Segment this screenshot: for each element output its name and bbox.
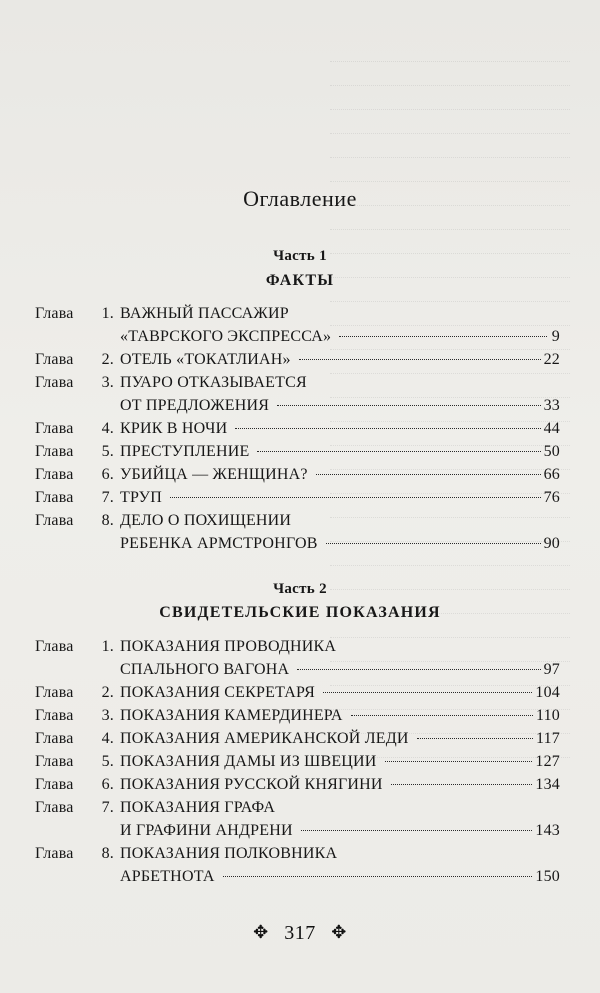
toc-entry-main-line bbox=[35, 348, 560, 371]
toc-entry-main-line bbox=[35, 704, 560, 727]
chapter-number: 4. bbox=[101, 420, 114, 437]
dot-leader bbox=[326, 543, 541, 544]
toc-entry bbox=[35, 727, 560, 750]
part-1-contents bbox=[35, 302, 560, 555]
toc-entry bbox=[35, 681, 560, 704]
toc-entry bbox=[35, 440, 560, 463]
chapter-label: Глава bbox=[35, 351, 74, 368]
chapter-number: 8. bbox=[101, 845, 114, 862]
chapter-title: ВАЖНЫЙ ПАССАЖИР bbox=[120, 305, 289, 322]
toc-entry bbox=[35, 842, 560, 888]
chapter-label: Глава bbox=[35, 466, 74, 483]
dot-leader bbox=[351, 715, 533, 716]
toc-entry bbox=[35, 463, 560, 486]
chapter-title: ПОКАЗАНИЯ СЕКРЕТАРЯ bbox=[120, 684, 315, 701]
chapter-title: ПОКАЗАНИЯ ГРАФА bbox=[120, 799, 276, 816]
chapter-label: Глава bbox=[35, 420, 74, 437]
dot-leader bbox=[385, 761, 533, 762]
toc-entry bbox=[35, 348, 560, 371]
dot-leader bbox=[297, 669, 540, 670]
contents-title: Оглавление bbox=[243, 186, 357, 211]
chapter-page-number: 143 bbox=[535, 822, 560, 839]
chapter-page-number: 66 bbox=[543, 466, 560, 483]
chapter-number: 3. bbox=[101, 374, 114, 391]
chapter-label: Глава bbox=[35, 799, 74, 816]
dot-leader bbox=[316, 474, 541, 475]
toc-entry-main-line bbox=[35, 842, 560, 865]
chapter-page-number: 22 bbox=[543, 351, 560, 368]
chapter-page-number: 44 bbox=[543, 420, 560, 437]
toc-entry-main-line bbox=[35, 302, 560, 325]
part-2-contents bbox=[35, 635, 560, 888]
toc-entry-continuation bbox=[35, 819, 560, 842]
chapter-number: 4. bbox=[101, 730, 114, 747]
toc-entry-main-line bbox=[35, 463, 560, 486]
chapter-label: Глава bbox=[35, 776, 74, 793]
chapter-title: АРБЕТНОТА bbox=[120, 868, 215, 885]
dot-leader bbox=[323, 692, 532, 693]
chapter-title: ПОКАЗАНИЯ КАМЕРДИНЕРА bbox=[120, 707, 343, 724]
chapter-number: 3. bbox=[101, 707, 114, 724]
chapter-number: 1. bbox=[101, 638, 114, 655]
toc-entry bbox=[35, 486, 560, 509]
toc-entry-main-line bbox=[35, 417, 560, 440]
chapter-page-number: 127 bbox=[535, 753, 560, 770]
chapter-number: 5. bbox=[101, 753, 114, 770]
toc-entry bbox=[35, 509, 560, 555]
chapter-title: ПУАРО ОТКАЗЫВАЕТСЯ bbox=[120, 374, 307, 391]
ornament-right-icon: ✥ bbox=[331, 922, 347, 942]
toc-entry-continuation bbox=[35, 865, 560, 888]
dot-leader bbox=[235, 428, 540, 429]
chapter-title: ПОКАЗАНИЯ РУССКОЙ КНЯГИНИ bbox=[120, 776, 383, 793]
chapter-title: РЕБЕНКА АРМСТРОНГОВ bbox=[120, 535, 318, 552]
chapter-number: 8. bbox=[101, 512, 114, 529]
chapter-title: ОТ ПРЕДЛОЖЕНИЯ bbox=[120, 397, 270, 414]
toc-entry bbox=[35, 773, 560, 796]
toc-entry-main-line bbox=[35, 440, 560, 463]
chapter-label: Глава bbox=[35, 374, 74, 391]
chapter-label: Глава bbox=[35, 512, 74, 529]
toc-entry-main-line bbox=[35, 796, 560, 819]
chapter-title: ДЕЛО О ПОХИЩЕНИИ bbox=[120, 512, 292, 529]
toc-entry bbox=[35, 371, 560, 417]
chapter-label: Глава bbox=[35, 305, 74, 322]
chapter-page-number: 110 bbox=[535, 707, 560, 724]
chapter-page-number: 9 bbox=[551, 328, 560, 345]
dot-leader bbox=[417, 738, 533, 739]
chapter-label: Глава bbox=[35, 730, 74, 747]
toc-entry-main-line bbox=[35, 681, 560, 704]
chapter-number: 2. bbox=[101, 684, 114, 701]
chapter-number: 7. bbox=[101, 799, 114, 816]
chapter-title: ТРУП bbox=[120, 489, 162, 506]
chapter-title: «ТАВРСКОГО ЭКСПРЕССА» bbox=[120, 328, 332, 345]
page-footer bbox=[0, 922, 600, 945]
chapter-title: ПРЕСТУПЛЕНИЕ bbox=[120, 443, 250, 460]
dot-leader bbox=[339, 336, 547, 337]
toc-entry bbox=[35, 796, 560, 842]
toc-entry bbox=[35, 635, 560, 681]
chapter-label: Глава bbox=[35, 489, 74, 506]
dot-leader bbox=[223, 876, 533, 877]
chapter-title: ПОКАЗАНИЯ ПОЛКОВНИКА bbox=[120, 845, 338, 862]
chapter-label: Глава bbox=[35, 753, 74, 770]
chapter-label: Глава bbox=[35, 707, 74, 724]
toc-entry-main-line bbox=[35, 486, 560, 509]
toc-entry-main-line bbox=[35, 750, 560, 773]
chapter-title: СПАЛЬНОГО ВАГОНА bbox=[120, 661, 290, 678]
chapter-number: 2. bbox=[101, 351, 114, 368]
chapter-label: Глава bbox=[35, 684, 74, 701]
chapter-number: 5. bbox=[101, 443, 114, 460]
toc-entry bbox=[35, 417, 560, 440]
chapter-page-number: 104 bbox=[535, 684, 560, 701]
chapter-label: Глава bbox=[35, 845, 74, 862]
chapter-title: ПОКАЗАНИЯ АМЕРИКАНСКОЙ ЛЕДИ bbox=[120, 730, 409, 747]
chapter-page-number: 134 bbox=[535, 776, 560, 793]
dot-leader bbox=[257, 451, 540, 452]
toc-entry-main-line bbox=[35, 773, 560, 796]
chapter-page-number: 150 bbox=[535, 868, 560, 885]
chapter-number: 6. bbox=[101, 466, 114, 483]
chapter-title: КРИК В НОЧИ bbox=[120, 420, 228, 437]
chapter-title: ОТЕЛЬ «ТОКАТЛИАН» bbox=[120, 351, 291, 368]
chapter-page-number: 50 bbox=[543, 443, 560, 460]
chapter-title: ПОКАЗАНИЯ ПРОВОДНИКА bbox=[120, 638, 337, 655]
dot-leader bbox=[170, 497, 541, 498]
toc-entry-continuation bbox=[35, 532, 560, 555]
toc-entry-continuation bbox=[35, 658, 560, 681]
part-2-title: СВИДЕТЕЛЬСКИЕ ПОКАЗАНИЯ bbox=[159, 604, 441, 621]
chapter-title: УБИЙЦА — ЖЕНЩИНА? bbox=[120, 466, 308, 483]
dot-leader bbox=[301, 830, 533, 831]
dot-leader bbox=[299, 359, 541, 360]
part-1-label: Часть 1 bbox=[273, 248, 327, 264]
chapter-page-number: 76 bbox=[543, 489, 560, 506]
chapter-page-number: 117 bbox=[535, 730, 560, 747]
chapter-number: 7. bbox=[101, 489, 114, 506]
chapter-title: ПОКАЗАНИЯ ДАМЫ ИЗ ШВЕЦИИ bbox=[120, 753, 377, 770]
ornament-left-icon: ✥ bbox=[253, 922, 269, 942]
chapter-label: Глава bbox=[35, 443, 74, 460]
page-number: 317 bbox=[284, 922, 316, 944]
part-2-label: Часть 2 bbox=[273, 581, 327, 597]
chapter-title: И ГРАФИНИ АНДРЕНИ bbox=[120, 822, 293, 839]
toc-entry bbox=[35, 750, 560, 773]
toc-entry bbox=[35, 302, 560, 348]
toc-entry-continuation bbox=[35, 325, 560, 348]
chapter-page-number: 33 bbox=[543, 397, 560, 414]
chapter-number: 1. bbox=[101, 305, 114, 322]
chapter-number: 6. bbox=[101, 776, 114, 793]
chapter-page-number: 97 bbox=[543, 661, 560, 678]
toc-entry-main-line bbox=[35, 727, 560, 750]
dot-leader bbox=[391, 784, 533, 785]
toc-entry-main-line bbox=[35, 635, 560, 658]
part-1-title: ФАКТЫ bbox=[265, 272, 335, 289]
dot-leader bbox=[277, 405, 540, 406]
chapter-label: Глава bbox=[35, 638, 74, 655]
toc-entry-continuation bbox=[35, 394, 560, 417]
toc-entry-main-line bbox=[35, 371, 560, 394]
toc-entry bbox=[35, 704, 560, 727]
toc-entry-main-line bbox=[35, 509, 560, 532]
chapter-page-number: 90 bbox=[543, 535, 560, 552]
